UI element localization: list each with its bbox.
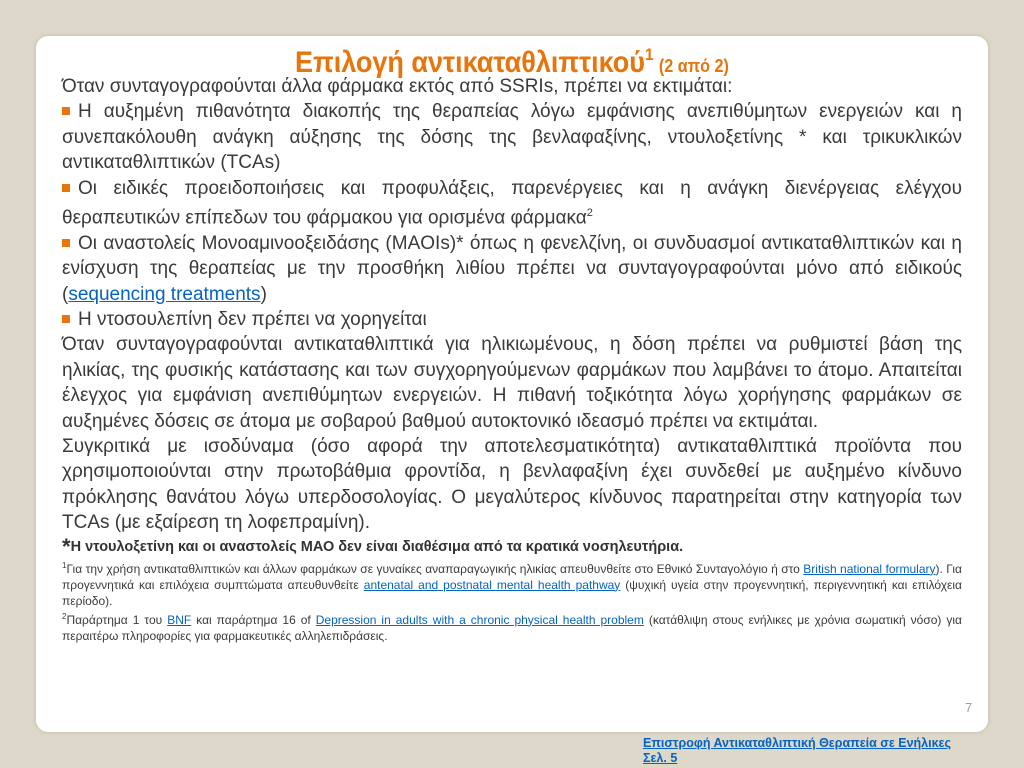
bullet-item: Η ντοσουλεπίνη δεν πρέπει να χορηγείται xyxy=(62,307,962,332)
square-bullet-icon xyxy=(62,107,70,115)
availability-note: *Η ντουλοξετίνη και οι αναστολείς ΜΑΟ δεν είναι διαθέσιμα από τα κρατικά νοσηλευτήρια. xyxy=(62,533,684,559)
slide-body xyxy=(62,74,962,644)
depression-chronic-illness-link[interactable]: Depression in adults with a chronic physical health problem xyxy=(315,612,644,627)
square-bullet-icon xyxy=(62,184,70,192)
footnote-ref: 2 xyxy=(586,207,593,220)
title-part: (2 από 2) xyxy=(658,56,729,76)
bullet-item: Οι αναστολείς Μονοαμινοοξειδάσης (MAOIs)* όπως η φενελζίνη, οι συνδυασμοί αντικαταθλιπτικών και η ενίσχυση της θεραπείας με την προσθήκη λιθίου πρέπει να συνταγογραφούνται μόνο από ειδικούς (sequencing treatments) xyxy=(62,232,962,305)
bullet-item: Οι ειδικές προειδοποιήσεις και προφυλάξεις, παρενέργειες και η ανάγκη διενέργειας ελέγχου θεραπευτικών επίπεδων του φάρμακου για ορισμένα φάρμακα$^2$ xyxy=(62,177,962,229)
back-to-treatment-link[interactable]: Επιστροφή Αντικαταθλιπτική Θεραπεία σε Ενήλικες Σελ. 5 xyxy=(643,736,951,765)
sequencing-treatments-link[interactable]: sequencing treatments xyxy=(68,283,261,305)
bnf-formulary-link[interactable]: British national formulary xyxy=(803,561,936,576)
antenatal-pathway-link[interactable]: antenatal and postnatal mental health pathway xyxy=(363,577,621,592)
footnote-1: $^1$Για την χρήση αντικαταθλιπτικών και άλλων φαρμάκων σε γυναίκες αναπαραγωγικής ηλικίας απευθυνθείτε στο Εθνικό Συνταγολόγιο ή στο British national formulary). Για προγεννητικά και επιλόχεια συμπτώματα απευθυνθείτε antenatal and postnatal mental health pathway (ψυχική υγεία στην προγεννητική, περιγεννητική και επιλόχεια περίοδο). xyxy=(62,560,962,608)
elderly-paragraph: Όταν συνταγογραφούνται αντικαταθλιπτικά για ηλικιωμένους, η δόση πρέπει να ρυθμιστεί βάση της ηλικίας, της φυσικής κατάστασης και των συγχορηγούμενων φαρμάκων που λαμβάνει το άτομο. Απαιτείται έλεγχος για εμφάνιση ανεπιθύμητων ενεργειών. Η πιθανή τοξικότητα λόγω χορήγησης φαρμάκων σε αυξημένες δόσεις σε άτομα με σοβαρού βαθμού αυτοκτονικό ιδεασμό πρέπει να εκτιμάται. xyxy=(62,334,962,432)
page-number: 7 xyxy=(965,700,973,715)
comparison-paragraph: Συγκριτικά με ισοδύναμα (όσο αφορά την αποτελεσματικότητα) αντικαταθλιπτικά προϊόντα που χρησιμοποιούνται στην πρωτοβάθμια φροντίδα, η βενλαφαξίνη έχει συνδεθεί με αυξημένο κίνδυνο πρόκλησης θανάτου λόγω υπερδοσολογίας. Ο μεγαλύτερος κίνδυνος παρατηρείται στην κατηγορία των TCAs (με εξαίρεση τη λοφεπραμίνη). xyxy=(62,436,962,534)
square-bullet-icon xyxy=(62,315,70,323)
bnf-link[interactable]: BNF xyxy=(167,612,192,627)
asterisk: * xyxy=(62,533,71,559)
footnote-2: $^2$Παράρτημα 1 του BNF και παράρτημα 16 of Depression in adults with a chronic physical health problem (κατάθλιψη στους ενήλικες με χρόνια σωματική νόσο) για περαιτέρω πληροφορίες για φαρμακευτικές αλληλεπιδράσεις. xyxy=(62,611,962,643)
square-bullet-icon xyxy=(62,239,70,247)
title-footnote-ref: 1 xyxy=(644,45,654,64)
bullet-item: Η αυξημένη πιθανότητα διακοπής της θεραπείας λόγω εμφάνισης ανεπιθύμητων ενεργειών και η συνεπακόλουθη ανάγκη αύξησης της δόσης της βενλαφαξίνης, ντουλοξετίνης * και τρικυκλικών αντικαταθλιπτικών (TCAs) xyxy=(62,101,962,174)
intro-text: Όταν συνταγογραφούνται άλλα φάρμακα εκτός από SSRIs, πρέπει να εκτιμάται: xyxy=(62,76,733,97)
slide-title: Επιλογή αντικαταθλιπτικού$^1$(2 από 2) xyxy=(295,45,729,79)
